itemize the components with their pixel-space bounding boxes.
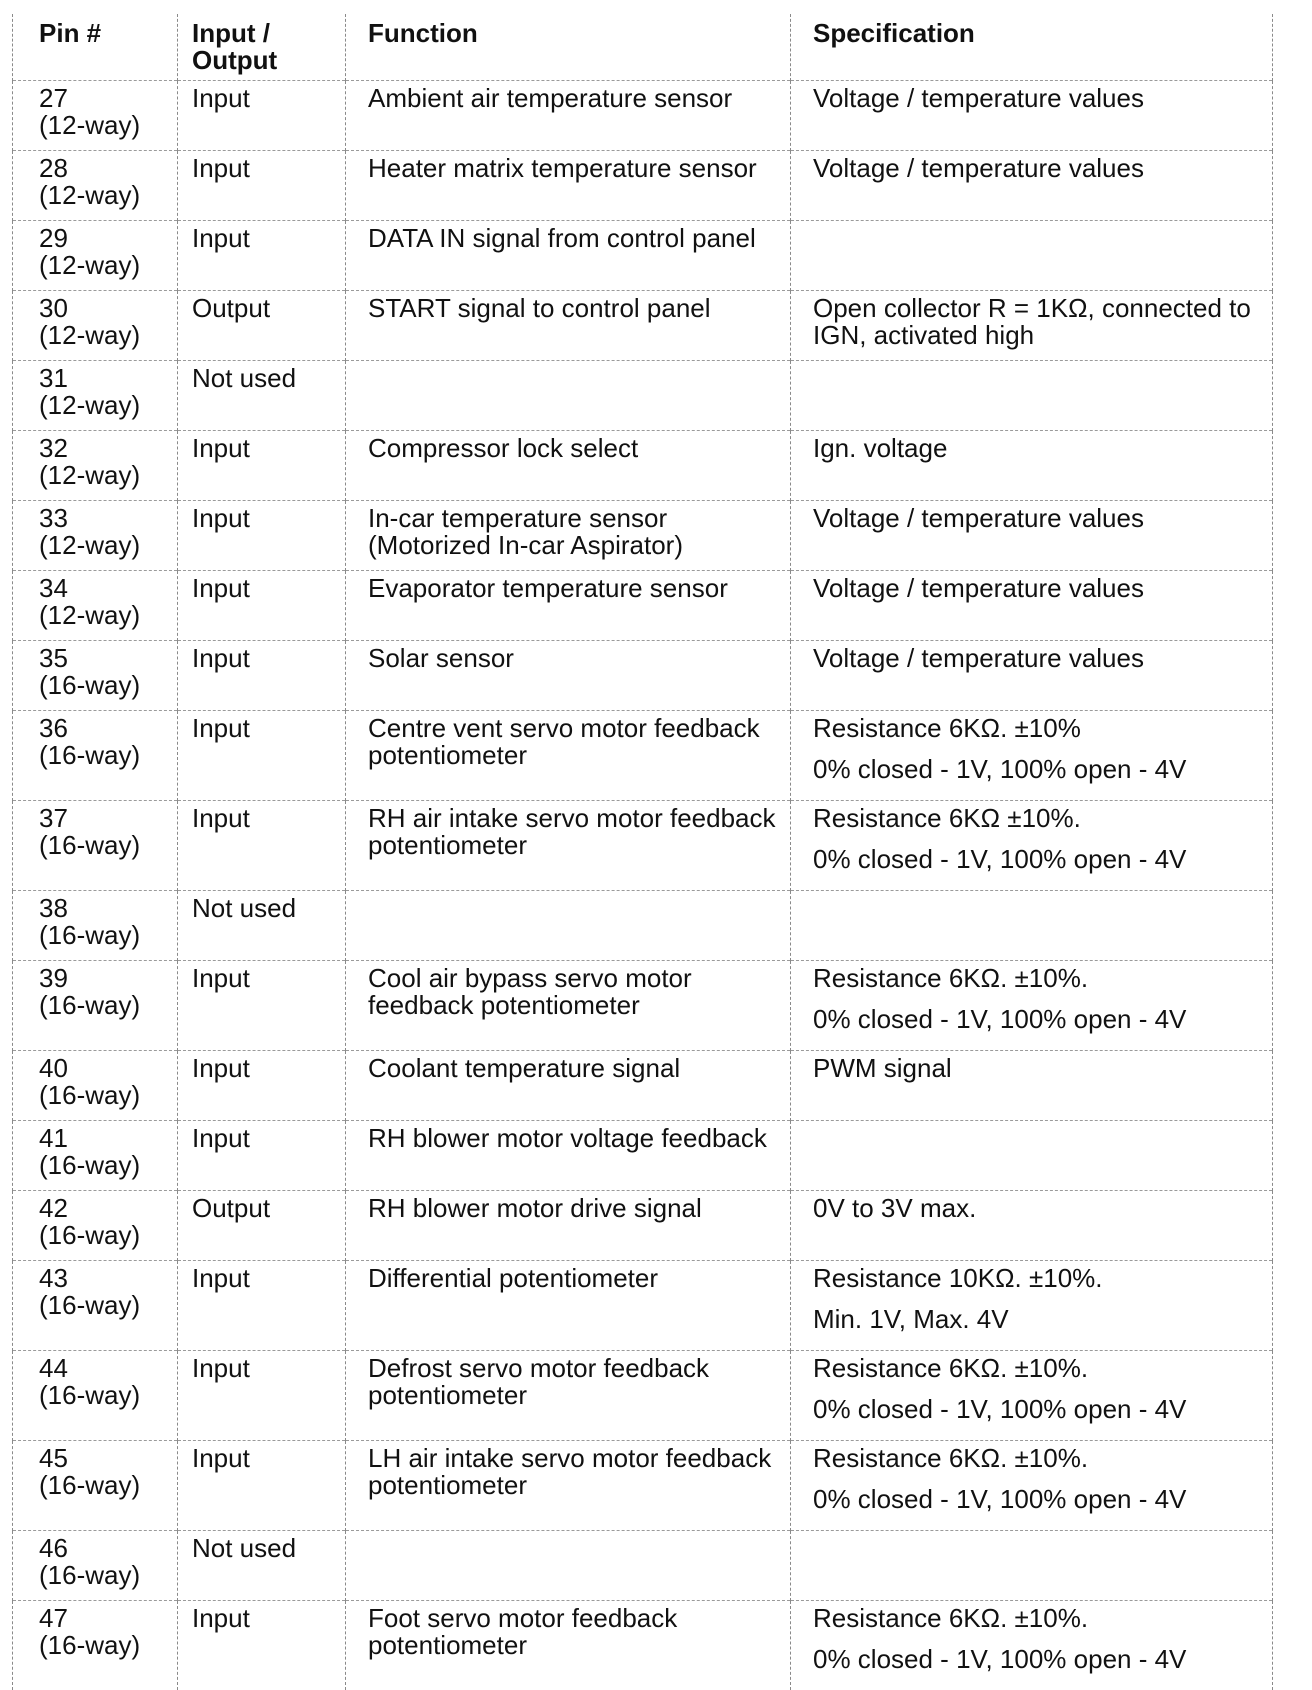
connector-way: (12-way): [39, 252, 169, 279]
table-row: [13, 1351, 1273, 1441]
connector-way: (12-way): [39, 182, 169, 209]
specification-line: Resistance 6KΩ. ±10%: [813, 715, 1264, 742]
pin-number: 34: [39, 575, 169, 602]
table-row: [13, 961, 1273, 1051]
specification-cell: [791, 151, 1273, 221]
specification-line: 0% closed - 1V, 100% open - 4V: [813, 1006, 1264, 1033]
table-row: [13, 151, 1273, 221]
input-output-cell: Input: [178, 501, 346, 571]
function-cell: Cool air bypass servo motor feedback potentiometer: [346, 961, 791, 1051]
table-row: [13, 801, 1273, 891]
table-row: [13, 221, 1273, 291]
input-output-cell: Input: [178, 431, 346, 501]
input-output-cell: Input: [178, 571, 346, 641]
input-output-cell: Input: [178, 641, 346, 711]
function-cell: Centre vent servo motor feedback potentiometer: [346, 711, 791, 801]
function-cell: [346, 361, 791, 431]
specification-line: Resistance 10KΩ. ±10%.: [813, 1265, 1264, 1292]
table-row: [13, 431, 1273, 501]
input-output-cell: Input: [178, 151, 346, 221]
specification-cell: [791, 291, 1273, 361]
function-cell: Foot servo motor feedback potentiometer: [346, 1601, 791, 1690]
function-cell: RH blower motor voltage feedback: [346, 1121, 791, 1191]
function-cell: Ambient air temperature sensor: [346, 81, 791, 151]
pin-number: 42: [39, 1195, 169, 1222]
table-row: [13, 641, 1273, 711]
pin-cell: [13, 1121, 178, 1191]
specification-cell: [791, 1121, 1273, 1191]
function-cell: [346, 891, 791, 961]
table-row: [13, 1121, 1273, 1191]
input-output-cell: Output: [178, 1191, 346, 1261]
header-pin: Pin #: [13, 14, 178, 81]
header-specification: Specification: [791, 14, 1273, 81]
input-output-cell: Input: [178, 1601, 346, 1690]
specification-cell: [791, 81, 1273, 151]
connector-way: (12-way): [39, 322, 169, 349]
connector-way: (16-way): [39, 1292, 169, 1319]
specification-line: 0% closed - 1V, 100% open - 4V: [813, 1646, 1264, 1673]
connector-way: (16-way): [39, 672, 169, 699]
pin-cell: [13, 961, 178, 1051]
connector-way: (16-way): [39, 1082, 169, 1109]
function-cell: START signal to control panel: [346, 291, 791, 361]
connector-way: (16-way): [39, 1562, 169, 1589]
input-output-cell: Input: [178, 1261, 346, 1351]
specification-cell: [791, 1601, 1273, 1690]
connector-way: (16-way): [39, 1152, 169, 1179]
specification-cell: [791, 361, 1273, 431]
table-row: [13, 1531, 1273, 1601]
pin-cell: [13, 1531, 178, 1601]
pin-number: 40: [39, 1055, 169, 1082]
pin-cell: [13, 361, 178, 431]
pin-number: 27: [39, 85, 169, 112]
pin-cell: [13, 1351, 178, 1441]
specification-line: PWM signal: [813, 1055, 1264, 1082]
pin-cell: [13, 1051, 178, 1121]
function-cell: RH blower motor drive signal: [346, 1191, 791, 1261]
specification-cell: [791, 501, 1273, 571]
specification-cell: [791, 571, 1273, 641]
connector-way: (16-way): [39, 832, 169, 859]
pin-number: 47: [39, 1605, 169, 1632]
pin-number: 33: [39, 505, 169, 532]
pin-cell: [13, 891, 178, 961]
function-cell: Compressor lock select: [346, 431, 791, 501]
input-output-cell: Input: [178, 961, 346, 1051]
specification-cell: [791, 1191, 1273, 1261]
connector-way: (12-way): [39, 532, 169, 559]
specification-line: Voltage / temperature values: [813, 575, 1264, 602]
pin-number: 32: [39, 435, 169, 462]
specification-line: Min. 1V, Max. 4V: [813, 1306, 1264, 1333]
specification-cell: [791, 1261, 1273, 1351]
pin-cell: [13, 81, 178, 151]
header-io-line1: Input /: [192, 18, 270, 48]
input-output-cell: Not used: [178, 361, 346, 431]
connector-way: (12-way): [39, 112, 169, 139]
pin-number: 30: [39, 295, 169, 322]
specification-cell: [791, 1531, 1273, 1601]
connector-way: (12-way): [39, 602, 169, 629]
specification-line: 0V to 3V max.: [813, 1195, 1264, 1222]
input-output-cell: Input: [178, 81, 346, 151]
specification-cell: [791, 961, 1273, 1051]
specification-line: Resistance 6KΩ. ±10%.: [813, 1355, 1264, 1382]
function-cell: Defrost servo motor feedback potentiometer: [346, 1351, 791, 1441]
pin-number: 28: [39, 155, 169, 182]
pin-number: 41: [39, 1125, 169, 1152]
pin-number: 36: [39, 715, 169, 742]
specification-line: 0% closed - 1V, 100% open - 4V: [813, 1396, 1264, 1423]
specification-line: Voltage / temperature values: [813, 645, 1264, 672]
pin-number: 43: [39, 1265, 169, 1292]
function-cell: RH air intake servo motor feedback potentiometer: [346, 801, 791, 891]
pin-number: 44: [39, 1355, 169, 1382]
pin-number: 38: [39, 895, 169, 922]
connector-way: (16-way): [39, 1632, 169, 1659]
input-output-cell: Not used: [178, 1531, 346, 1601]
table-row: [13, 1051, 1273, 1121]
pin-number: 45: [39, 1445, 169, 1472]
pin-cell: [13, 801, 178, 891]
specification-cell: [791, 221, 1273, 291]
pin-cell: [13, 1441, 178, 1531]
pin-number: 39: [39, 965, 169, 992]
table-row: [13, 1441, 1273, 1531]
function-cell: Solar sensor: [346, 641, 791, 711]
specification-line: Voltage / temperature values: [813, 505, 1264, 532]
table-header-row: [13, 14, 1273, 81]
function-cell: DATA IN signal from control panel: [346, 221, 791, 291]
input-output-cell: Input: [178, 1351, 346, 1441]
header-input-output: [178, 14, 346, 81]
connector-way: (16-way): [39, 1382, 169, 1409]
specification-line: Ign. voltage: [813, 435, 1264, 462]
table-row: [13, 81, 1273, 151]
specification-cell: [791, 641, 1273, 711]
table-row: [13, 1601, 1273, 1690]
specification-line: 0% closed - 1V, 100% open - 4V: [813, 1486, 1264, 1513]
specification-cell: [791, 431, 1273, 501]
pin-function-table: [12, 14, 1273, 1690]
specification-line: Voltage / temperature values: [813, 155, 1264, 182]
pin-cell: [13, 291, 178, 361]
table-row: [13, 291, 1273, 361]
specification-line: 0% closed - 1V, 100% open - 4V: [813, 756, 1264, 783]
table-row: [13, 1261, 1273, 1351]
function-cell: Heater matrix temperature sensor: [346, 151, 791, 221]
pin-number: 35: [39, 645, 169, 672]
specification-cell: [791, 1351, 1273, 1441]
pin-number: 31: [39, 365, 169, 392]
function-cell: LH air intake servo motor feedback potentiometer: [346, 1441, 791, 1531]
pin-cell: [13, 1191, 178, 1261]
connector-way: (16-way): [39, 742, 169, 769]
pin-number: 37: [39, 805, 169, 832]
specification-line: Open collector R = 1KΩ, connected to IGN, activated high: [813, 295, 1264, 349]
connector-way: (16-way): [39, 1472, 169, 1499]
specification-line: 0% closed - 1V, 100% open - 4V: [813, 846, 1264, 873]
header-io-line2: Output: [192, 45, 277, 75]
function-cell: In-car temperature sensor (Motorized In-car Aspirator): [346, 501, 791, 571]
pin-cell: [13, 641, 178, 711]
function-cell: Evaporator temperature sensor: [346, 571, 791, 641]
specification-line: Resistance 6KΩ. ±10%.: [813, 1605, 1264, 1632]
input-output-cell: Input: [178, 1121, 346, 1191]
table-body: [13, 81, 1273, 1690]
pin-cell: [13, 1261, 178, 1351]
table-row: [13, 891, 1273, 961]
specification-line: Resistance 6KΩ ±10%.: [813, 805, 1264, 832]
input-output-cell: Not used: [178, 891, 346, 961]
table-row: [13, 1191, 1273, 1261]
connector-way: (16-way): [39, 1222, 169, 1249]
specification-line: Resistance 6KΩ. ±10%.: [813, 1445, 1264, 1472]
function-cell: Differential potentiometer: [346, 1261, 791, 1351]
connector-way: (12-way): [39, 392, 169, 419]
table-row: [13, 501, 1273, 571]
table-row: [13, 361, 1273, 431]
function-cell: [346, 1531, 791, 1601]
table-row: [13, 711, 1273, 801]
input-output-cell: Input: [178, 1441, 346, 1531]
pin-cell: [13, 711, 178, 801]
table-row: [13, 571, 1273, 641]
function-cell: Coolant temperature signal: [346, 1051, 791, 1121]
specification-cell: [791, 1441, 1273, 1531]
pin-cell: [13, 431, 178, 501]
connector-way: (16-way): [39, 922, 169, 949]
pin-number: 29: [39, 225, 169, 252]
pin-cell: [13, 221, 178, 291]
pin-number: 46: [39, 1535, 169, 1562]
connector-way: (12-way): [39, 462, 169, 489]
input-output-cell: Input: [178, 1051, 346, 1121]
specification-cell: [791, 891, 1273, 961]
connector-way: (16-way): [39, 992, 169, 1019]
specification-cell: [791, 711, 1273, 801]
specification-line: Resistance 6KΩ. ±10%.: [813, 965, 1264, 992]
input-output-cell: Input: [178, 711, 346, 801]
specification-cell: [791, 1051, 1273, 1121]
pin-cell: [13, 151, 178, 221]
header-function: Function: [346, 14, 791, 81]
specification-cell: [791, 801, 1273, 891]
input-output-cell: Input: [178, 801, 346, 891]
input-output-cell: Input: [178, 221, 346, 291]
pin-cell: [13, 1601, 178, 1690]
pin-cell: [13, 501, 178, 571]
input-output-cell: Output: [178, 291, 346, 361]
specification-line: Voltage / temperature values: [813, 85, 1264, 112]
pin-cell: [13, 571, 178, 641]
